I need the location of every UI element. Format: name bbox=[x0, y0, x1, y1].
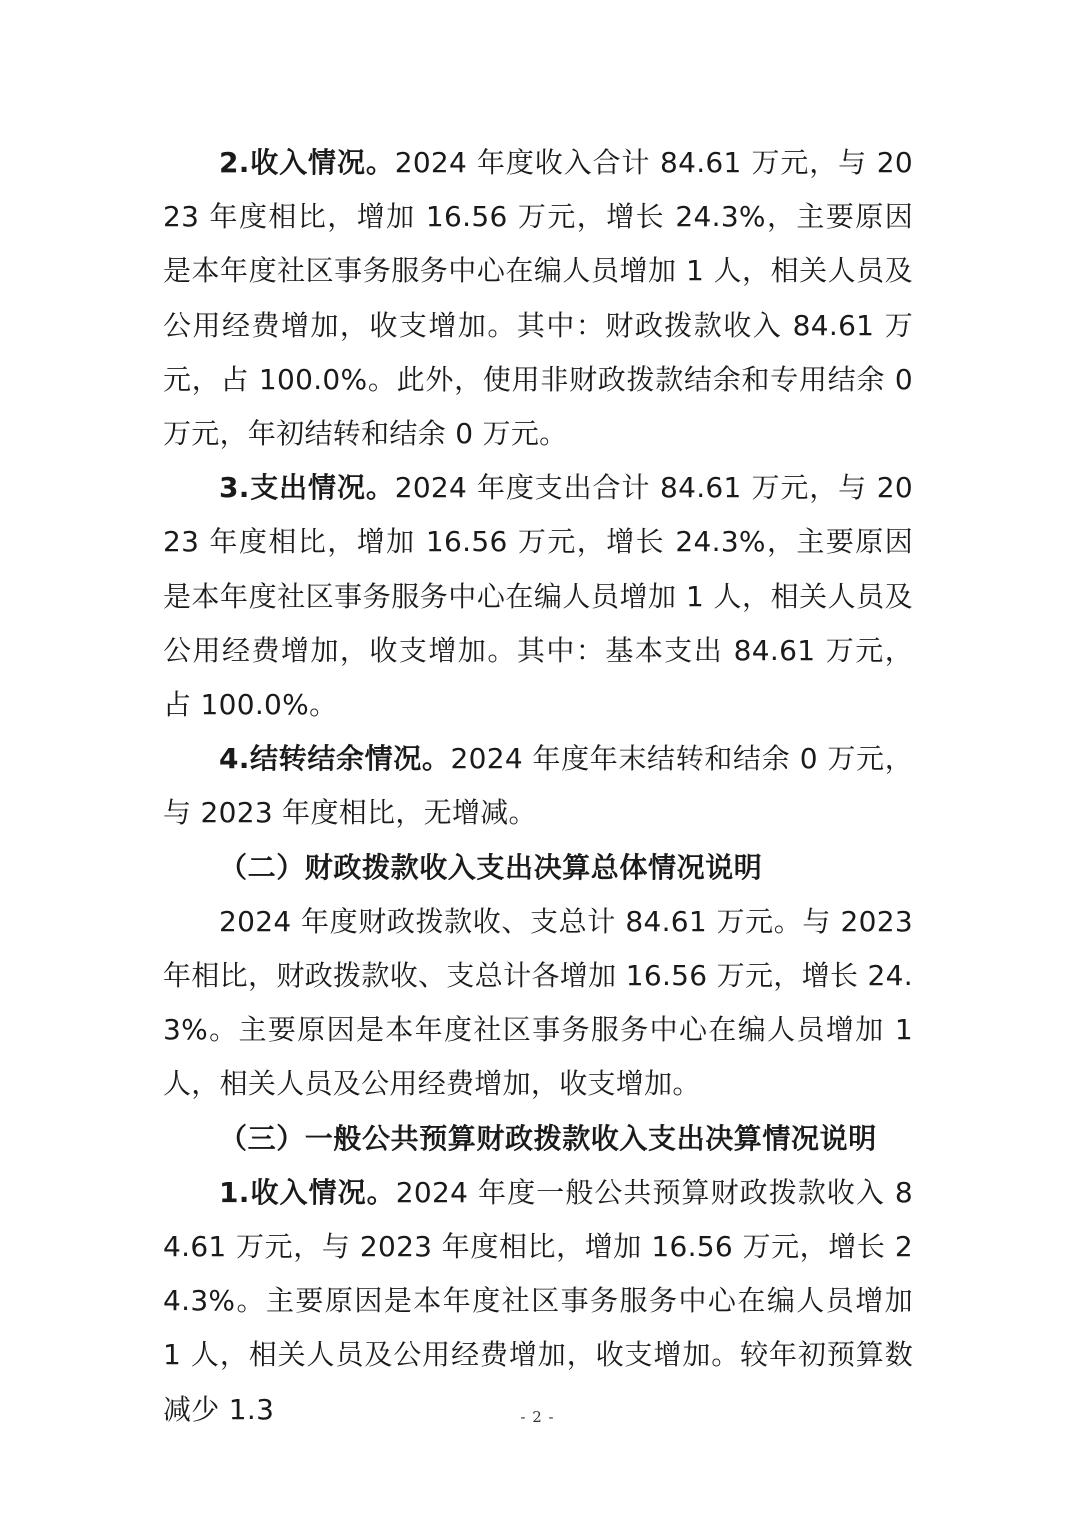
paragraph-expenditure bbox=[163, 461, 913, 732]
paragraph-text: 2024 年度一般公共预算财政拨款收入 84.61 万元，与 2023 年度相比，增加 16.56 万元，增长 24.3%。主要原因是本年度社区事务服务中心在编人员增加 1 人，相关人员及公用经费增加，收支增加。较年初预算数减少 1.3 bbox=[163, 1175, 913, 1426]
section-heading-fiscal-overview: （二）财政拨款收入支出决算总体情况说明 bbox=[219, 850, 763, 884]
page-number: - 2 - bbox=[520, 1408, 555, 1426]
paragraph-carryover bbox=[163, 732, 913, 840]
paragraph-income bbox=[163, 136, 913, 461]
paragraph-lead: 4.结转结余情况。 bbox=[219, 742, 451, 776]
paragraph-general-budget-income bbox=[163, 1166, 913, 1437]
paragraph-text: 2024 年度财政拨款收、支总计 84.61 万元。与 2023 年相比，财政拨款收、支总计各增加 16.56 万元，增长 24.3%。主要原因是本年度社区事务服务中心在编人员增加 1 人，相关人员及公用经费增加，收支增加。 bbox=[163, 904, 913, 1101]
paragraph-fiscal-overview bbox=[163, 895, 913, 1112]
paragraph-text: 2024 年度支出合计 84.61 万元，与 2023 年度相比，增加 16.56 万元，增长 24.3%，主要原因是本年度社区事务服务中心在编人员增加 1 人，相关人员及公用经费增加，收支增加。其中：基本支出 84.61 万元，占 100.0%。 bbox=[163, 471, 913, 722]
paragraph-text: 2024 年度收入合计 84.61 万元，与 2023 年度相比，增加 16.56 万元，增长 24.3%，主要原因是本年度社区事务服务中心在编人员增加 1 人，相关人员及公用经费增加，收支增加。其中：财政拨款收入 84.61 万元，占 100.0%。此外，使用非财政拨款结余和专用结余 0 万元，年初结转和结余 0 万元。 bbox=[163, 146, 913, 451]
section-heading-general-budget: （三）一般公共预算财政拨款收入支出决算情况说明 bbox=[219, 1121, 877, 1155]
paragraph-text: 2024 年度年末结转和结余 0 万元，与 2023 年度相比，无增减。 bbox=[163, 742, 913, 830]
paragraph-lead: 3.支出情况。 bbox=[219, 471, 395, 505]
paragraph-lead: 2.收入情况。 bbox=[219, 146, 395, 179]
document-body bbox=[163, 136, 913, 1437]
paragraph-lead: 1.收入情况。 bbox=[219, 1175, 396, 1209]
